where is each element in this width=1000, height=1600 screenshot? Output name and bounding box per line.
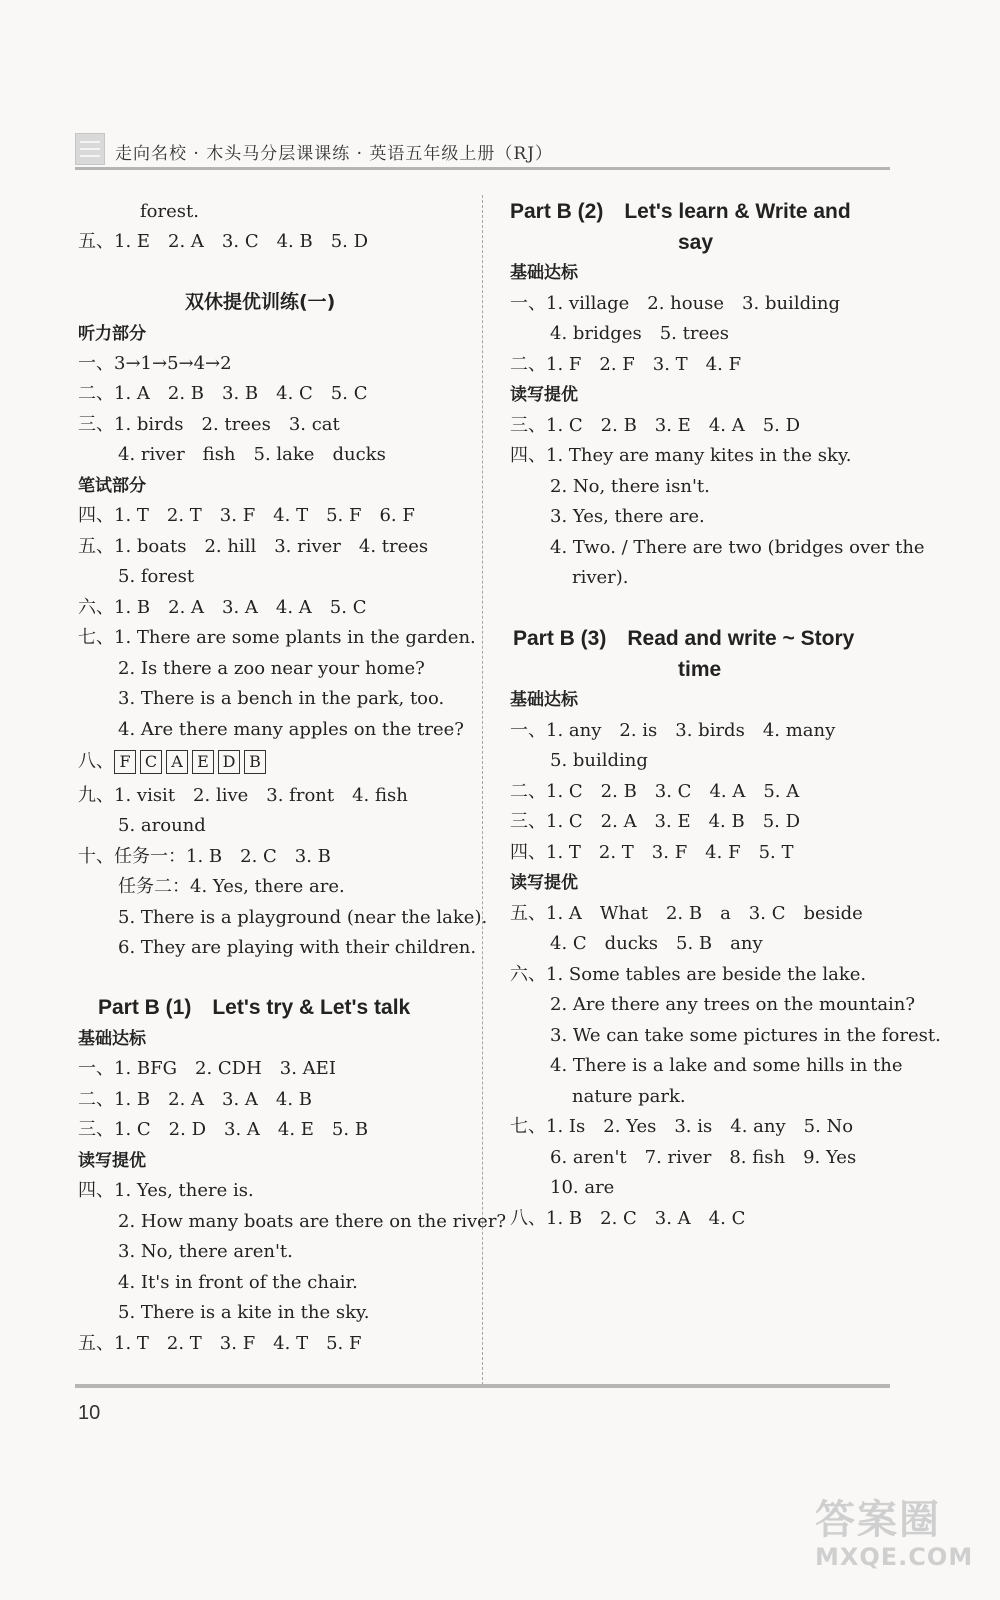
answer-line: 一、1. village 2. house 3. building xyxy=(510,293,840,314)
answer-box: B xyxy=(244,750,266,774)
answer-line: 3. There is a bench in the park, too. xyxy=(118,688,445,709)
answer-line: 3. Yes, there are. xyxy=(550,506,705,527)
answer-box: E xyxy=(192,750,214,774)
answer-line: 三、1. birds 2. trees 3. cat xyxy=(78,414,340,435)
answer-line: 四、1. They are many kites in the sky. xyxy=(510,445,852,466)
header-title: 走向名校 · 木头马分层课课练 · 英语五年级上册（RJ） xyxy=(115,144,554,164)
answer-line: 4. bridges 5. trees xyxy=(550,323,729,344)
answer-line: 二、1. A 2. B 3. B 4. C 5. C xyxy=(78,383,368,404)
question-number: 八、 xyxy=(78,751,114,772)
answer-line: 二、1. C 2. B 3. C 4. A 5. A xyxy=(510,781,800,802)
answer-line: 4. Two. / There are two (bridges over the xyxy=(550,537,925,558)
answer-line: 2. How many boats are there on the river? xyxy=(118,1211,507,1232)
column-divider xyxy=(482,195,483,1385)
subsection-label: 读写提优 xyxy=(510,385,578,405)
answer-line: 六、1. Some tables are beside the lake. xyxy=(510,964,867,985)
answer-line: 二、1. B 2. A 3. A 4. B xyxy=(78,1089,313,1110)
answer-line: 5. around xyxy=(118,815,206,836)
part-heading-continued: say xyxy=(678,231,714,254)
part-heading: Part B (1) Let's try & Let's talk xyxy=(98,996,411,1019)
footer-rule xyxy=(75,1384,890,1388)
answer-line: 2. No, there isn't. xyxy=(550,476,710,497)
watermark-logo xyxy=(815,1488,973,1571)
answer-line: 八、1. B 2. C 3. A 4. C xyxy=(510,1208,746,1229)
answer-line: 4. There is a lake and some hills in the xyxy=(550,1055,903,1076)
watermark-mark: 答案圈 xyxy=(815,1497,941,1543)
answer-line: 5. forest xyxy=(118,566,195,587)
subsection-label: 读写提优 xyxy=(78,1151,146,1171)
answer-line: 五、1. T 2. T 3. F 4. T 5. F xyxy=(78,1333,362,1354)
answer-line: forest. xyxy=(140,201,199,222)
answer-line: 6. aren't 7. river 8. fish 9. Yes xyxy=(550,1147,857,1168)
answer-line: 三、1. C 2. D 3. A 4. E 5. B xyxy=(78,1119,369,1140)
answer-box: D xyxy=(218,750,240,774)
part-heading-continued: time xyxy=(678,658,722,681)
answer-line: 4. Are there many apples on the tree? xyxy=(118,719,464,740)
answer-line: 一、1. BFG 2. CDH 3. AEI xyxy=(78,1058,336,1079)
answer-line: 一、3→1→5→4→2 xyxy=(78,353,232,374)
watermark-url: MXQE.COM xyxy=(815,1543,974,1571)
answer-line: 三、1. C 2. A 3. E 4. B 5. D xyxy=(510,811,801,832)
part-heading: Part B (3) Read and write ~ Story xyxy=(513,627,855,650)
part-heading: Part B (2) Let's learn & Write and xyxy=(510,200,851,223)
answer-boxes xyxy=(114,750,270,774)
subsection-label: 基础达标 xyxy=(510,263,578,283)
answer-line: 九、1. visit 2. live 3. front 4. fish xyxy=(78,785,408,806)
answer-line: 4. river fish 5. lake ducks xyxy=(118,444,386,465)
answer-box: F xyxy=(114,750,136,774)
answer-line: 二、1. F 2. F 3. T 4. F xyxy=(510,354,742,375)
page-number: 10 xyxy=(78,1402,101,1424)
answer-line: 五、1. A What 2. B a 3. C beside xyxy=(510,903,863,924)
subsection-label: 笔试部分 xyxy=(78,476,146,496)
section-heading: 双休提优训练(一) xyxy=(185,291,336,313)
subsection-label: 基础达标 xyxy=(78,1029,146,1049)
answer-line: 10. are xyxy=(550,1177,615,1198)
answer-line: 5. There is a kite in the sky. xyxy=(118,1302,370,1323)
answer-line-boxed xyxy=(78,750,270,774)
answer-line: 十、任务一：1. B 2. C 3. B xyxy=(78,846,331,867)
header-rule xyxy=(75,167,890,170)
page-header xyxy=(75,133,890,173)
answer-line: 七、1. There are some plants in the garden. xyxy=(78,627,476,648)
answer-line: 4. C ducks 5. B any xyxy=(550,933,763,954)
subsection-label: 听力部分 xyxy=(78,324,146,344)
answer-line: 五、1. boats 2. hill 3. river 4. trees xyxy=(78,536,429,557)
answer-line: 3. We can take some pictures in the forest. xyxy=(550,1025,941,1046)
answer-line: 3. No, there aren't. xyxy=(118,1241,293,1262)
answer-line: 5. There is a playground (near the lake). xyxy=(118,907,488,928)
answer-line: 三、1. C 2. B 3. E 4. A 5. D xyxy=(510,415,801,436)
answer-line: 2. Are there any trees on the mountain? xyxy=(550,994,916,1015)
answer-line: 2. Is there a zoo near your home? xyxy=(118,658,425,679)
answer-line: 七、1. Is 2. Yes 3. is 4. any 5. No xyxy=(510,1116,854,1137)
answer-line: 6. They are playing with their children. xyxy=(118,937,477,958)
answer-box: C xyxy=(140,750,162,774)
answer-line: 一、1. any 2. is 3. birds 4. many xyxy=(510,720,836,741)
answer-box: A xyxy=(166,750,188,774)
subsection-label: 读写提优 xyxy=(510,873,578,893)
answer-line: 任务二：4. Yes, there are. xyxy=(118,876,345,897)
answer-line: 四、1. T 2. T 3. F 4. F 5. T xyxy=(510,842,794,863)
answer-line: 5. building xyxy=(550,750,648,771)
answer-line: 四、1. T 2. T 3. F 4. T 5. F 6. F xyxy=(78,505,415,526)
answer-line: river). xyxy=(572,567,629,588)
answer-line: 四、1. Yes, there is. xyxy=(78,1180,254,1201)
answer-line: nature park. xyxy=(572,1086,686,1107)
book-logo-icon xyxy=(75,133,105,165)
answer-line: 六、1. B 2. A 3. A 4. A 5. C xyxy=(78,597,367,618)
subsection-label: 基础达标 xyxy=(510,690,578,710)
answer-line: 五、1. E 2. A 3. C 4. B 5. D xyxy=(78,231,369,252)
answer-line: 4. It's in front of the chair. xyxy=(118,1272,358,1293)
